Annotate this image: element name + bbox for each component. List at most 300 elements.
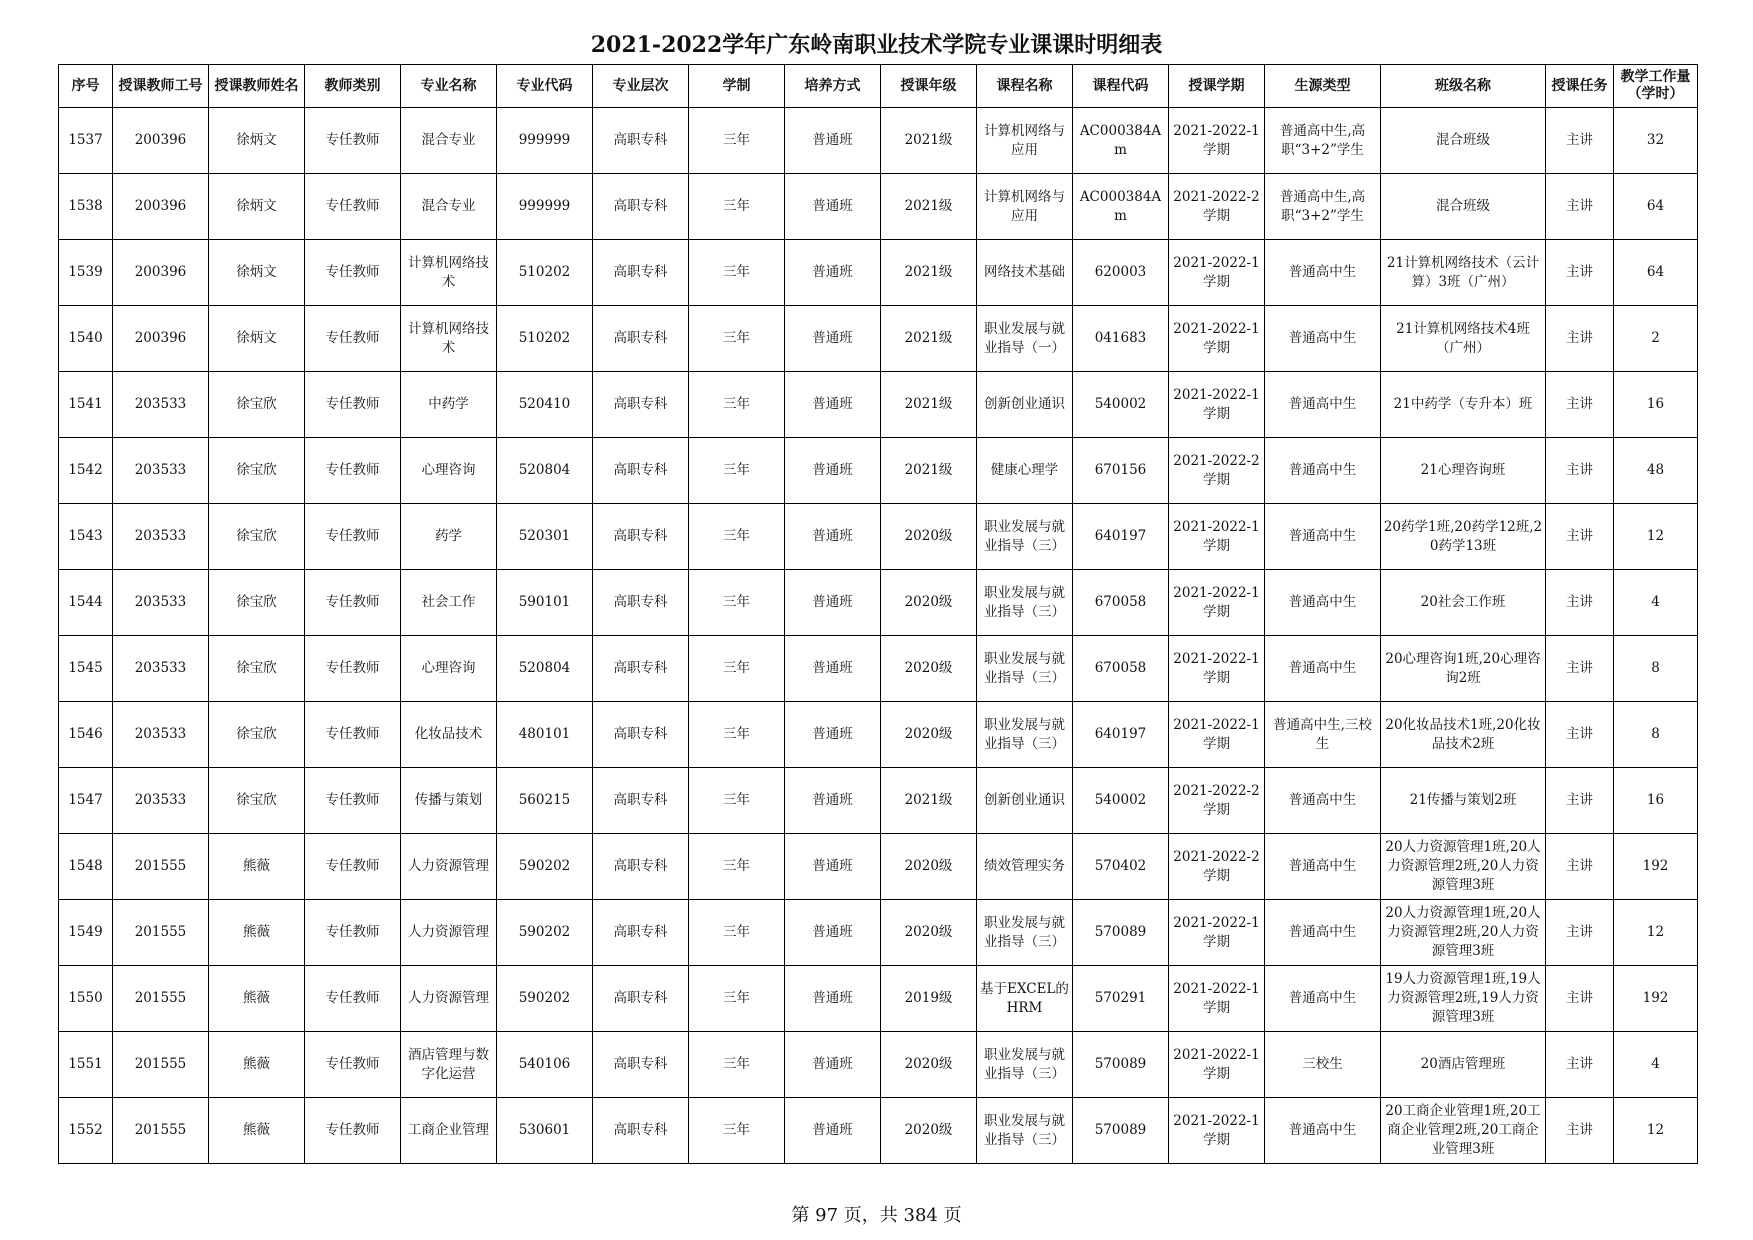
- cell-text: 8: [1651, 726, 1660, 742]
- column-header: 授课任务: [1546, 65, 1614, 108]
- table-row: [59, 1098, 1698, 1164]
- cell-text: 三年: [723, 594, 750, 610]
- cell-text: 640197: [1094, 726, 1147, 742]
- table-cell: [977, 306, 1073, 372]
- table-cell: [977, 636, 1073, 702]
- table-cell: [497, 1032, 593, 1098]
- cell-text: 普通班: [812, 1056, 853, 1072]
- cell-text: 2021级: [904, 132, 953, 148]
- cell-text: 192: [1642, 858, 1669, 874]
- cell-text: 人力资源管理: [408, 924, 489, 940]
- cell-text: 2021-2022-2学期: [1173, 848, 1260, 884]
- table-cell: [1614, 834, 1698, 900]
- cell-text: 混合班级: [1436, 198, 1490, 214]
- cell-text: 主讲: [1566, 132, 1593, 148]
- table-cell: [1381, 636, 1546, 702]
- cell-text: 2021级: [904, 396, 953, 412]
- table-cell: [1169, 966, 1265, 1032]
- cell-text: 三年: [723, 726, 750, 742]
- cell-text: 2021-2022-1学期: [1173, 386, 1260, 422]
- cell-text: 200396: [134, 132, 187, 148]
- table-cell: [785, 636, 881, 702]
- table-cell: [1169, 702, 1265, 768]
- cell-text: 三年: [723, 462, 750, 478]
- table-cell: [59, 636, 113, 702]
- table-cell: [59, 966, 113, 1032]
- cell-text: 三年: [723, 924, 750, 940]
- cell-text: 高职专科: [613, 462, 668, 478]
- cell-text: 高职专科: [613, 396, 668, 412]
- table-cell: [1614, 768, 1698, 834]
- cell-text: 1550: [68, 990, 103, 1006]
- cell-text: 熊薇: [243, 858, 270, 874]
- table-row: [59, 174, 1698, 240]
- table-cell: [593, 636, 689, 702]
- table-cell: [209, 966, 305, 1032]
- table-cell: [785, 702, 881, 768]
- cell-text: 2021-2022-1学期: [1173, 980, 1260, 1016]
- cell-text: 徐宝欣: [236, 726, 277, 742]
- cell-text: AC000384Am: [1079, 122, 1162, 158]
- cell-text: 20人力资源管理1班,20人力资源管理2班,20人力资源管理3班: [1385, 905, 1541, 959]
- table-cell: [1546, 108, 1614, 174]
- cell-text: 三年: [723, 660, 750, 676]
- table-cell: [1614, 900, 1698, 966]
- cell-text: 专任教师: [325, 924, 380, 940]
- table-cell: [59, 306, 113, 372]
- cell-text: 专任教师: [325, 792, 380, 808]
- cell-text: 三年: [723, 990, 750, 1006]
- cell-text: 普通高中生: [1288, 396, 1357, 412]
- table-cell: [113, 504, 209, 570]
- cell-text: 普通高中生: [1288, 990, 1357, 1006]
- cell-text: 健康心理学: [990, 462, 1059, 478]
- cell-text: 200396: [134, 330, 187, 346]
- cell-text: 64: [1646, 198, 1665, 214]
- cell-text: 520804: [518, 462, 571, 478]
- cell-text: 徐宝欣: [236, 660, 277, 676]
- cell-text: 创新创业通识: [984, 396, 1065, 412]
- cell-text: 普通高中生,高职“3+2”学生: [1279, 188, 1366, 224]
- cell-text: 普通高中生: [1288, 1122, 1357, 1138]
- cell-text: 普通高中生: [1288, 924, 1357, 940]
- table-cell: [689, 504, 785, 570]
- table-cell: [977, 1032, 1073, 1098]
- cell-text: 670058: [1094, 594, 1147, 610]
- cell-text: 20酒店管理班: [1420, 1056, 1506, 1072]
- cell-text: 540002: [1094, 396, 1147, 412]
- table-cell: [593, 834, 689, 900]
- cell-text: 1542: [68, 462, 103, 478]
- table-cell: [305, 438, 401, 504]
- table-cell: [113, 1032, 209, 1098]
- cell-text: 20心理咨询1班,20心理咨询2班: [1385, 650, 1541, 686]
- cell-text: 职业发展与就业指导（三）: [984, 1046, 1065, 1082]
- table-cell: [59, 900, 113, 966]
- table-cell: [881, 240, 977, 306]
- table-cell: [1381, 174, 1546, 240]
- table-cell: [1169, 108, 1265, 174]
- table-cell: [689, 900, 785, 966]
- table-cell: [1381, 900, 1546, 966]
- cell-text: 普通高中生: [1288, 858, 1357, 874]
- table-cell: [593, 1032, 689, 1098]
- cell-text: 主讲: [1566, 264, 1593, 280]
- cell-text: 192: [1642, 990, 1669, 1006]
- table-cell: [1381, 240, 1546, 306]
- cell-text: 2021-2022-1学期: [1173, 584, 1260, 620]
- table-cell: [305, 306, 401, 372]
- table-cell: [113, 702, 209, 768]
- table-cell: [59, 504, 113, 570]
- table-cell: [305, 174, 401, 240]
- table-cell: [1073, 1032, 1169, 1098]
- table-cell: [689, 570, 785, 636]
- table-cell: [113, 636, 209, 702]
- cell-text: 计算机网络与应用: [984, 188, 1065, 224]
- cell-text: 人力资源管理: [408, 990, 489, 1006]
- cell-text: 570291: [1094, 990, 1147, 1006]
- table-cell: [1265, 240, 1381, 306]
- cell-text: 混合专业: [421, 198, 476, 214]
- table-cell: [497, 1098, 593, 1164]
- table-cell: [1169, 900, 1265, 966]
- table-row: [59, 834, 1698, 900]
- cell-text: 20工商企业管理1班,20工商企业管理2班,20工商企业管理3班: [1385, 1103, 1541, 1157]
- cell-text: 普通班: [812, 858, 853, 874]
- table-cell: [209, 570, 305, 636]
- table-cell: [59, 570, 113, 636]
- table-cell: [593, 438, 689, 504]
- table-cell: [1073, 702, 1169, 768]
- table-cell: [113, 438, 209, 504]
- table-cell: [305, 768, 401, 834]
- cell-text: 高职专科: [613, 330, 668, 346]
- cell-text: 专任教师: [325, 330, 380, 346]
- table-cell: [1169, 570, 1265, 636]
- cell-text: 1545: [68, 660, 103, 676]
- table-cell: [497, 306, 593, 372]
- cell-text: 专任教师: [325, 1122, 380, 1138]
- table-cell: [785, 570, 881, 636]
- cell-text: 徐炳文: [236, 198, 277, 214]
- table-cell: [209, 834, 305, 900]
- table-cell: [1265, 702, 1381, 768]
- table-cell: [977, 702, 1073, 768]
- table-cell: [305, 966, 401, 1032]
- table-cell: [59, 1098, 113, 1164]
- table-cell: [881, 900, 977, 966]
- cell-text: 21计算机网络技术（云计算）3班（广州）: [1386, 254, 1540, 290]
- table-cell: [1381, 768, 1546, 834]
- page-footer: 第 97 页，共 384 页: [791, 1205, 962, 1226]
- table-cell: [1265, 1098, 1381, 1164]
- table-cell: [977, 768, 1073, 834]
- column-header: 专业代码: [497, 65, 593, 108]
- cell-text: 普通高中生,高职“3+2”学生: [1279, 122, 1366, 158]
- table-cell: [1265, 438, 1381, 504]
- cell-text: 560215: [518, 792, 571, 808]
- table-cell: [401, 570, 497, 636]
- cell-text: 熊薇: [243, 1056, 270, 1072]
- cell-text: 专任教师: [325, 660, 380, 676]
- cell-text: 570089: [1094, 1122, 1147, 1138]
- cell-text: 64: [1646, 264, 1665, 280]
- cell-text: 普通班: [812, 462, 853, 478]
- cell-text: 中药学: [428, 396, 469, 412]
- cell-text: 普通高中生: [1288, 660, 1357, 676]
- column-header: 专业层次: [593, 65, 689, 108]
- table-cell: [1073, 1098, 1169, 1164]
- column-header: 学制: [689, 65, 785, 108]
- table-cell: [1265, 1032, 1381, 1098]
- column-header: 教师类别: [305, 65, 401, 108]
- table-cell: [497, 372, 593, 438]
- table-cell: [1614, 966, 1698, 1032]
- table-cell: [1546, 900, 1614, 966]
- table-cell: [593, 702, 689, 768]
- cell-text: 普通班: [812, 792, 853, 808]
- cell-text: 16: [1646, 792, 1665, 808]
- cell-text: 32: [1646, 132, 1665, 148]
- table-cell: [1381, 834, 1546, 900]
- table-cell: [497, 966, 593, 1032]
- cell-text: 三年: [723, 858, 750, 874]
- table-cell: [881, 570, 977, 636]
- cell-text: 专任教师: [325, 396, 380, 412]
- cell-text: 普通班: [812, 198, 853, 214]
- cell-text: 4: [1651, 1056, 1660, 1072]
- cell-text: 主讲: [1566, 726, 1593, 742]
- cell-text: 普通高中生: [1288, 528, 1357, 544]
- table-cell: [1265, 966, 1381, 1032]
- table-cell: [59, 1032, 113, 1098]
- table-cell: [209, 372, 305, 438]
- cell-text: 21传播与策划2班: [1409, 792, 1517, 808]
- table-cell: [497, 108, 593, 174]
- cell-text: 1552: [68, 1122, 103, 1138]
- table-row: [59, 570, 1698, 636]
- cell-text: 心理咨询: [421, 462, 476, 478]
- table-cell: [1614, 306, 1698, 372]
- table-cell: [593, 966, 689, 1032]
- table-cell: [881, 1032, 977, 1098]
- table-cell: [785, 900, 881, 966]
- cell-text: 化妆品技术: [414, 726, 483, 742]
- cell-text: 主讲: [1566, 792, 1593, 808]
- table-cell: [1381, 306, 1546, 372]
- table-cell: [209, 1032, 305, 1098]
- cell-text: 2021-2022-1学期: [1173, 650, 1260, 686]
- table-cell: [305, 636, 401, 702]
- column-header: 班级名称: [1381, 65, 1546, 108]
- table-row: [59, 900, 1698, 966]
- table-cell: [1265, 768, 1381, 834]
- table-cell: [113, 1098, 209, 1164]
- cell-text: 熊薇: [243, 924, 270, 940]
- table-cell: [59, 108, 113, 174]
- cell-text: 203533: [134, 528, 187, 544]
- table-cell: [1381, 570, 1546, 636]
- cell-text: 职业发展与就业指导（三）: [984, 518, 1065, 554]
- table-cell: [1614, 174, 1698, 240]
- cell-text: 高职专科: [613, 990, 668, 1006]
- table-cell: [785, 438, 881, 504]
- table-cell: [881, 108, 977, 174]
- cell-text: 1539: [68, 264, 103, 280]
- cell-text: 590202: [518, 924, 571, 940]
- cell-text: 计算机网络技术: [408, 320, 489, 356]
- table-cell: [689, 768, 785, 834]
- table-cell: [1614, 702, 1698, 768]
- cell-text: 1548: [68, 858, 103, 874]
- cell-text: 专任教师: [325, 594, 380, 610]
- table-cell: [1381, 966, 1546, 1032]
- cell-text: 普通班: [812, 528, 853, 544]
- cell-text: 510202: [518, 330, 571, 346]
- cell-text: 2020级: [904, 594, 953, 610]
- cell-text: 590202: [518, 858, 571, 874]
- cell-text: 2021-2022-1学期: [1173, 1046, 1260, 1082]
- cell-text: 普通班: [812, 594, 853, 610]
- table-cell: [689, 702, 785, 768]
- cell-text: 三年: [723, 1056, 750, 1072]
- schedule-table: [58, 64, 1698, 1164]
- table-cell: [209, 900, 305, 966]
- table-cell: [497, 636, 593, 702]
- table-cell: [1614, 240, 1698, 306]
- cell-text: 普通班: [812, 396, 853, 412]
- cell-text: 高职专科: [613, 726, 668, 742]
- cell-text: 普通班: [812, 330, 853, 346]
- table-row: [59, 966, 1698, 1032]
- table-cell: [785, 372, 881, 438]
- cell-text: 主讲: [1566, 1056, 1593, 1072]
- cell-text: 520410: [518, 396, 571, 412]
- cell-text: 高职专科: [613, 198, 668, 214]
- table-cell: [1614, 1098, 1698, 1164]
- table-cell: [1073, 768, 1169, 834]
- table-cell: [401, 702, 497, 768]
- table-cell: [113, 174, 209, 240]
- table-cell: [305, 834, 401, 900]
- table-cell: [1546, 1032, 1614, 1098]
- table-cell: [305, 372, 401, 438]
- cell-text: AC000384Am: [1079, 188, 1162, 224]
- cell-text: 绩效管理实务: [984, 858, 1065, 874]
- table-row: [59, 306, 1698, 372]
- cell-text: 普通高中生: [1288, 792, 1357, 808]
- cell-text: 620003: [1094, 264, 1147, 280]
- table-cell: [1073, 636, 1169, 702]
- table-row: [59, 504, 1698, 570]
- table-cell: [305, 702, 401, 768]
- cell-text: 徐炳文: [236, 132, 277, 148]
- cell-text: 1540: [68, 330, 103, 346]
- table-cell: [113, 570, 209, 636]
- column-header: 课程名称: [977, 65, 1073, 108]
- cell-text: 三年: [723, 1122, 750, 1138]
- cell-text: 普通班: [812, 726, 853, 742]
- table-cell: [881, 768, 977, 834]
- table-cell: [689, 240, 785, 306]
- table-cell: [1614, 372, 1698, 438]
- cell-text: 三年: [723, 198, 750, 214]
- table-cell: [497, 504, 593, 570]
- table-cell: [785, 966, 881, 1032]
- cell-text: 三年: [723, 330, 750, 346]
- table-cell: [209, 1098, 305, 1164]
- table-cell: [1169, 1032, 1265, 1098]
- cell-text: 8: [1651, 660, 1660, 676]
- cell-text: 1546: [68, 726, 103, 742]
- cell-text: 2021-2022-2学期: [1173, 452, 1260, 488]
- cell-text: 540106: [518, 1056, 571, 1072]
- table-cell: [305, 504, 401, 570]
- table-cell: [881, 174, 977, 240]
- cell-text: 2021级: [904, 198, 953, 214]
- cell-text: 主讲: [1566, 396, 1593, 412]
- cell-text: 1538: [68, 198, 103, 214]
- table-cell: [401, 966, 497, 1032]
- table-cell: [593, 372, 689, 438]
- table-cell: [881, 834, 977, 900]
- cell-text: 2021-2022-1学期: [1173, 914, 1260, 950]
- cell-text: 徐炳文: [236, 264, 277, 280]
- table-cell: [977, 372, 1073, 438]
- cell-text: 主讲: [1566, 858, 1593, 874]
- cell-text: 专任教师: [325, 132, 380, 148]
- cell-text: 专任教师: [325, 528, 380, 544]
- cell-text: 混合班级: [1436, 132, 1490, 148]
- cell-text: 普通班: [812, 990, 853, 1006]
- cell-text: 2020级: [904, 1056, 953, 1072]
- cell-text: 2021级: [904, 264, 953, 280]
- cell-text: 熊薇: [243, 1122, 270, 1138]
- table-cell: [593, 900, 689, 966]
- cell-text: 职业发展与就业指导（三）: [984, 716, 1065, 752]
- cell-text: 1543: [68, 528, 103, 544]
- table-cell: [1546, 636, 1614, 702]
- page-title: 2021-2022学年广东岭南职业技术学院专业课课时明细表: [590, 32, 1163, 58]
- cell-text: 高职专科: [613, 1122, 668, 1138]
- cell-text: 工商企业管理: [408, 1122, 489, 1138]
- table-cell: [497, 834, 593, 900]
- table-cell: [305, 240, 401, 306]
- table-cell: [689, 372, 785, 438]
- table-cell: [689, 306, 785, 372]
- cell-text: 203533: [134, 792, 187, 808]
- column-header: 教学工作量（学时）: [1614, 65, 1698, 108]
- table-cell: [977, 438, 1073, 504]
- table-cell: [209, 702, 305, 768]
- table-cell: [881, 504, 977, 570]
- table-header-row: [59, 65, 1698, 108]
- cell-text: 专任教师: [325, 462, 380, 478]
- cell-text: 高职专科: [613, 858, 668, 874]
- cell-text: 高职专科: [613, 660, 668, 676]
- table-cell: [785, 306, 881, 372]
- table-cell: [1265, 108, 1381, 174]
- cell-text: 心理咨询: [421, 660, 476, 676]
- table-cell: [1614, 636, 1698, 702]
- table-cell: [401, 504, 497, 570]
- table-cell: [59, 174, 113, 240]
- cell-text: 人力资源管理: [408, 858, 489, 874]
- cell-text: 创新创业通识: [984, 792, 1065, 808]
- cell-text: 520301: [518, 528, 571, 544]
- table-cell: [1073, 966, 1169, 1032]
